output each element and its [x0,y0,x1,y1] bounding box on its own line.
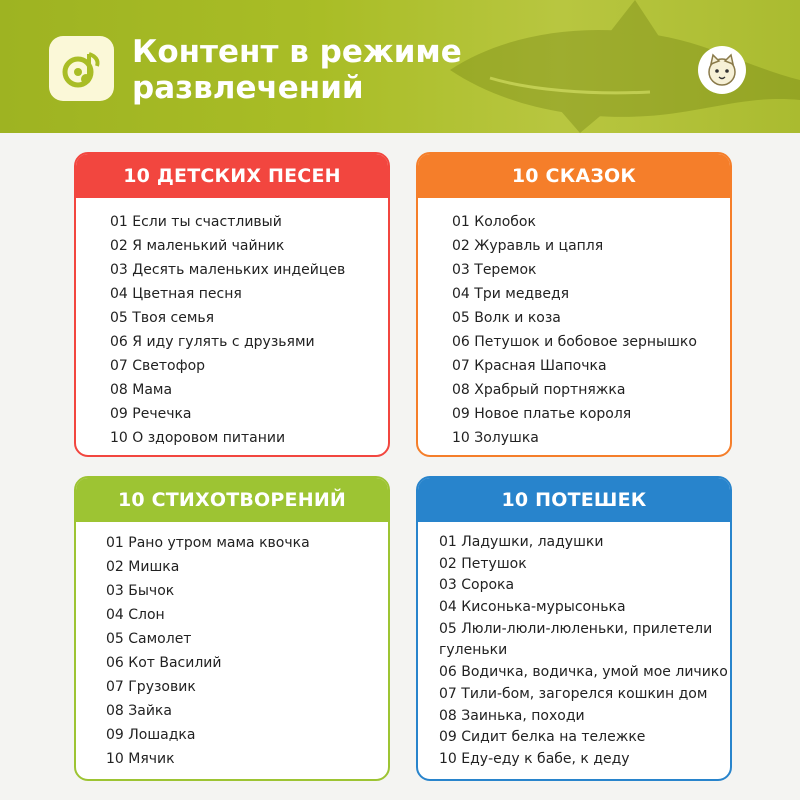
list-item: 04 Слон [106,607,165,623]
list-item: 07 Светофор [110,358,206,374]
list-item: 06 Кот Василий [106,655,222,671]
list-item: 04 Кисонька-мурысонька [439,599,626,616]
list-item: 04 Цветная песня [110,286,242,302]
list-item: 10 О здоровом питании [110,430,286,446]
rhymes-card-title: 10 ПОТЕШЕК [418,478,730,522]
poems-card [74,476,390,781]
list-item: 03 Сорока [439,577,515,594]
list-item: 08 Храбрый портняжка [452,382,626,398]
rhymes-list [418,522,730,771]
music-disc-icon [61,48,103,90]
list-item: 01 Рано утром мама квочка [106,535,310,551]
brand-logo [698,46,746,94]
list-item: 07 Грузовик [106,679,196,695]
list-item: 05 Твоя семья [110,310,215,326]
list-item: 06 Петушок и бобовое зернышко [452,334,697,350]
list-item: 05 Самолет [106,631,192,647]
list-item: 04 Три медведя [452,286,570,302]
list-item: 01 Ладушки, ладушки [439,534,604,550]
tales-list [418,198,730,450]
list-item: 05 Волк и коза [452,310,561,326]
list-item: 02 Я маленький чайник [110,238,285,254]
list-item: 02 Мишка [106,559,180,575]
poems-list [76,522,388,771]
list-item: 10 Золушка [452,430,539,446]
rhymes-card [416,476,732,781]
list-item: 03 Десять маленьких индейцев [110,262,346,278]
list-item: 09 Лошадка [106,727,196,743]
list-item: 06 Водичка, водичка, умой мое личико [439,664,728,681]
list-item: 01 Колобок [452,214,536,230]
brand-cat-logo [702,50,742,90]
list-item: 06 Я иду гулять с друзьями [110,334,315,350]
list-item: 03 Бычок [106,583,175,599]
list-item: 09 Новое платье короля [452,406,632,422]
list-item: 10 Мячик [106,751,175,767]
tales-card-title: 10 СКАЗОК [418,154,730,198]
list-item: 01 Если ты счастливый [110,214,282,230]
songs-list [76,198,388,450]
list-item: 08 Зайка [106,703,172,719]
list-item: 02 Журавль и цапля [452,238,604,254]
list-item: 09 Речечка [110,406,192,422]
list-item: 07 Красная Шапочка [452,358,607,374]
songs-card [74,152,390,457]
app-icon [49,36,114,101]
list-item: 08 Заинька, походи [439,707,585,724]
tales-card [416,152,732,457]
page-title: Контент в режиме развлечений [132,34,462,106]
list-item: 03 Теремок [452,262,537,278]
songs-card-title: 10 ДЕТСКИХ ПЕСЕН [76,154,388,198]
list-item: 07 Тили-бом, загорелся кошкин дом [439,685,708,702]
list-item: 08 Мама [110,382,173,398]
list-item: 09 Сидит белка на тележке [439,729,646,746]
poems-card-title: 10 СТИХОТВОРЕНИЙ [76,478,388,522]
list-item: 05 Люли-люли-люленьки, прилетели гуленьки [439,620,713,659]
list-item: 02 Петушок [439,555,527,572]
header-banner [0,0,800,133]
list-item: 10 Еду-еду к бабе, к деду [439,750,630,767]
